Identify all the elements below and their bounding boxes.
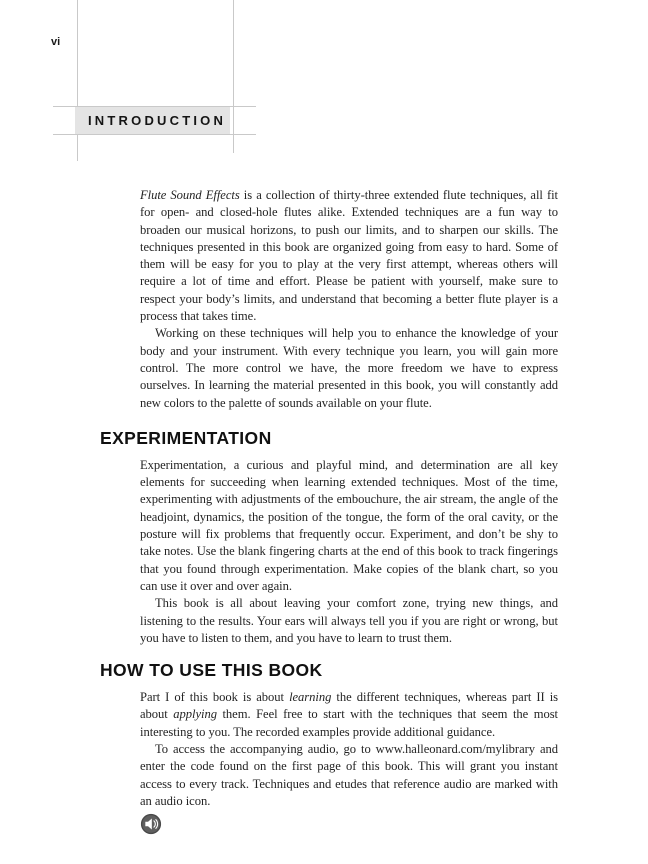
how-to-use-text-2: the different techniques, whereas part II is about [140, 690, 558, 722]
page-content [100, 187, 558, 835]
learning-italic: learning [289, 690, 332, 705]
how-to-use-paragraph-1 [140, 689, 558, 741]
section-heading-experimentation: EXPERIMENTATION [100, 427, 272, 448]
section-heading-how-to-use: HOW TO USE THIS BOOK [100, 660, 323, 681]
header-vertical-rule-left [77, 0, 78, 161]
header-vertical-rule-right [233, 0, 234, 153]
chapter-title: INTRODUCTION [88, 113, 227, 128]
intro-paragraph-1 [140, 187, 558, 325]
chapter-header-box [75, 107, 230, 134]
experimentation-paragraph-1: Experimentation, a curious and playful mind, and determination are all key elements for succeeding when learning extended techniques. Most of the time, experimenting with adjustments of the embouchure, the air stream, the angle of the headjoint, dynamics, the position of the tongue, the form of the oral cavity, or the posture will fix problems that frequently occur. Experiment, and don’t be shy to take notes. Use the blank fingering charts at the end of this book to track fingerings that you found through experimentation. Make copies of the blank chart, so you can use it over and over again. [140, 457, 558, 593]
page-number: vi [51, 36, 61, 48]
how-to-use-paragraph-2: To access the accompanying audio, go to www.halleonard.com/mylibrary and enter the code found on the first page of this book. This will grant you instant access to every track. Techniques and etudes that reference audio are marked with an audio icon. [140, 742, 558, 808]
experimentation-paragraph-2: This book is all about leaving your comfort zone, trying new things, and listening to the results. Your ears will always tell you if you are right or wrong, but you have to listen to them, and you have to learn to trust them. [140, 596, 558, 645]
applying-italic: applying [173, 707, 217, 722]
how-to-use-text-1: Part I of this book is about [140, 690, 290, 705]
audio-speaker-icon [140, 813, 162, 835]
book-title-italic: Flute Sound Effects [140, 188, 240, 202]
intro-paragraph-2: Working on these techniques will help you to enhance the knowledge of your body and your instrument. With every technique you learn, you will gain more control. The more control we have, the more freedom we have to express ourselves. In learning the material presented in this book, you will constantly add new colors to the palette of sounds available on your flute. [140, 326, 558, 410]
how-to-use-text-3: them. Feel free to start with the techniques that seem the most interesting to you. The recorded examples provide additional guidance. [140, 707, 558, 739]
header-horizontal-rule-bottom [53, 134, 256, 135]
intro-paragraph-1-text: is a collection of thirty-three extended flute techniques, all fit for open- and closed-hole flutes alike. Extended techniques are a fun way to broaden our musical horizons, to push our limits, and to sharpen our skills. The techniques presented in this book are organized going from easy to hard. Some of them will be easy for you to play at the very first attempt, whereas others will require a lot of time and effort. Please be patient with yourself, make sure to respect your body’s limits, and understand that becoming a better flute player is a process that takes time. [140, 188, 558, 324]
